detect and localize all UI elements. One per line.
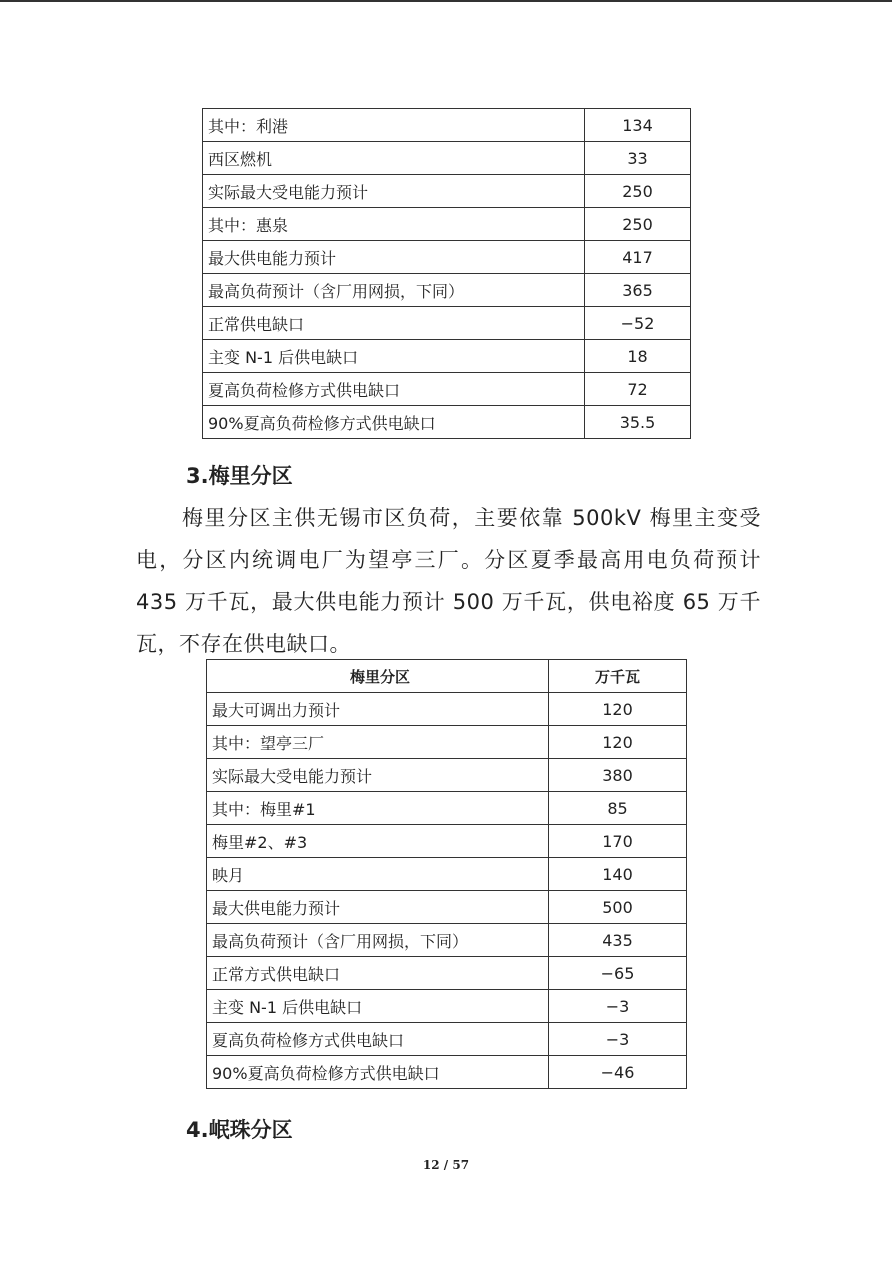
row-value: 435 <box>549 924 687 957</box>
table-row <box>203 142 691 175</box>
row-value: 365 <box>585 274 691 307</box>
row-label: 其中：利港 <box>203 109 585 142</box>
row-label: 其中：惠泉 <box>203 208 585 241</box>
table-row <box>207 1056 687 1089</box>
row-value: 120 <box>549 726 687 759</box>
row-value: 250 <box>585 175 691 208</box>
row-label: 实际最大受电能力预计 <box>203 175 585 208</box>
row-value: 250 <box>585 208 691 241</box>
table2-body <box>207 693 687 1089</box>
row-label: 映月 <box>207 858 549 891</box>
table-row <box>203 340 691 373</box>
row-label: 梅里#2、#3 <box>207 825 549 858</box>
table-meili-district <box>206 659 687 1089</box>
table-row <box>203 208 691 241</box>
row-value: 72 <box>585 373 691 406</box>
row-label: 主变 N-1 后供电缺口 <box>203 340 585 373</box>
table-row <box>203 373 691 406</box>
row-value: 35.5 <box>585 406 691 439</box>
row-label: 90%夏高负荷检修方式供电缺口 <box>207 1056 549 1089</box>
table-row <box>207 759 687 792</box>
row-label: 其中：梅里#1 <box>207 792 549 825</box>
row-value: −52 <box>585 307 691 340</box>
section-heading-meili: 3.梅里分区 <box>186 464 293 488</box>
table-row <box>207 858 687 891</box>
row-value: 417 <box>585 241 691 274</box>
table-row <box>207 957 687 990</box>
table-row <box>203 274 691 307</box>
table-continued <box>202 108 691 439</box>
row-value: 140 <box>549 858 687 891</box>
table-row <box>203 307 691 340</box>
row-label: 其中：望亭三厂 <box>207 726 549 759</box>
row-value: −65 <box>549 957 687 990</box>
table-row <box>207 726 687 759</box>
row-value: 18 <box>585 340 691 373</box>
row-value: 120 <box>549 693 687 726</box>
table1-body <box>203 109 691 439</box>
row-label: 最大供电能力预计 <box>207 891 549 924</box>
table-row <box>207 1023 687 1056</box>
table-row <box>207 825 687 858</box>
row-value: 85 <box>549 792 687 825</box>
row-value: −46 <box>549 1056 687 1089</box>
row-label: 实际最大受电能力预计 <box>207 759 549 792</box>
row-label: 主变 N-1 后供电缺口 <box>207 990 549 1023</box>
row-value: −3 <box>549 990 687 1023</box>
row-label: 90%夏高负荷检修方式供电缺口 <box>203 406 585 439</box>
row-label: 西区燃机 <box>203 142 585 175</box>
section-heading-minzhu: 4.岷珠分区 <box>186 1118 293 1142</box>
table-row <box>203 241 691 274</box>
row-label: 最高负荷预计（含厂用网损，下同） <box>203 274 585 307</box>
row-label: 夏高负荷检修方式供电缺口 <box>203 373 585 406</box>
table-row <box>207 891 687 924</box>
row-value: 33 <box>585 142 691 175</box>
table-row <box>203 175 691 208</box>
row-label: 正常方式供电缺口 <box>207 957 549 990</box>
table-header-row <box>207 660 687 693</box>
row-label: 正常供电缺口 <box>203 307 585 340</box>
row-value: 500 <box>549 891 687 924</box>
row-label: 最大供电能力预计 <box>203 241 585 274</box>
page-number: 12 / 57 <box>422 1158 470 1172</box>
table-row <box>207 792 687 825</box>
row-label: 最高负荷预计（含厂用网损，下同） <box>207 924 549 957</box>
table-row <box>203 109 691 142</box>
row-value: 170 <box>549 825 687 858</box>
section-paragraph-meili: 梅里分区主供无锡市区负荷，主要依靠 500kV 梅里主变受电，分区内统调电厂为望亭三厂。分区夏季最高用电负荷预计 435 万千瓦，最大供电能力预计 500 万千瓦，供电裕度 65 万千瓦，不存在供电缺口。 <box>136 506 761 656</box>
row-label: 最大可调出力预计 <box>207 693 549 726</box>
top-border-line <box>0 0 892 2</box>
table-header-district: 梅里分区 <box>207 660 549 693</box>
table-row <box>207 693 687 726</box>
table-row <box>207 990 687 1023</box>
table-row <box>207 924 687 957</box>
row-value: 380 <box>549 759 687 792</box>
table-header-unit: 万千瓦 <box>549 660 687 693</box>
table-row <box>203 406 691 439</box>
row-value: 134 <box>585 109 691 142</box>
row-label: 夏高负荷检修方式供电缺口 <box>207 1023 549 1056</box>
row-value: −3 <box>549 1023 687 1056</box>
